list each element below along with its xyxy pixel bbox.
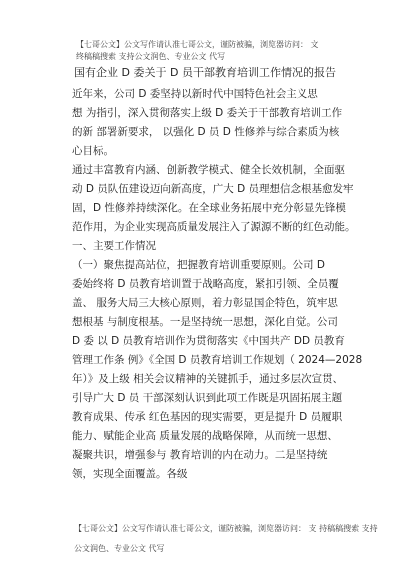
body-line: 委始终将 D 员教育培训置于战略高度，紧扣引领、全员覆 — [72, 278, 339, 290]
body-line: 范作用，为企业实现高质量发展注入了源源不断的红色动能。 — [72, 221, 356, 233]
body-line: 引导广大 D 员 干部深刻认识到此项工作既是巩固拓展主题 — [72, 392, 343, 404]
body-line: 想根基 与制度根基。一是坚持统一思想，深化自觉。公司 — [72, 316, 338, 328]
body-line: 的新 部署新要求， 以强化 D 员 D 性修养与综合素质为核 — [72, 126, 340, 138]
body-line: 通过丰富教育内涵、创新教学模式、健全长效机制，全面驱 — [72, 164, 345, 176]
body-line: 教育成果、传承 红色基因的现实需要，更是提升 D 员履职 — [72, 411, 343, 423]
header-notice-line-1: 【七哥公文】公文写作请认准七哥公文，谨防被骗，浏览器访问： 文 — [76, 40, 319, 49]
section-heading: 一、主要工作情况 — [72, 240, 156, 252]
body-line: 心目标。 — [72, 145, 114, 157]
body-line: 近年来，公司 D 委坚持以新时代中国特色社会主义思 — [72, 88, 318, 100]
document-body — [72, 85, 372, 484]
body-line: 管理工作条 例》《全国 D 员教育培训工作规划（ 2024—2028 — [72, 354, 363, 366]
document-title: 国有企业 D 委关于 D 员干部教育培训工作情况的报告 — [74, 66, 336, 79]
footer-notice-line-2: 公文润色、专业公文 代写 — [74, 544, 165, 553]
body-line: 固，D 性修养持续深化。在全球业务拓展中充分彰显先锋模 — [72, 202, 346, 214]
body-line: 想 为指引，深入贯彻落实上级 D 委关于干部教育培训工作 — [72, 107, 343, 119]
footer-notice-line-1: 【七哥公文】公文写作请认准七哥公文，谨防被骗，浏览器访问： 支 持稿稿搜索 支持 — [74, 524, 378, 533]
body-line: 盖、 服务大局三大核心原则，着力彰显国企特色，筑牢思 — [72, 297, 338, 309]
body-line: 能力、赋能企业高 质量发展的战略保障，从而统一思想、 — [72, 430, 338, 442]
body-line: 动 D 员队伍建设迈向新高度，广大 D 员理想信念根基愈发牢 — [72, 183, 354, 195]
body-line: 领，实现全面覆盖。各级 — [72, 468, 188, 480]
body-line: 凝聚共识，增强参与 教育培训的内在动力。二是坚持统 — [72, 449, 328, 461]
header-notice-line-2: 终稿稿搜索 支持公文润色、专业公文 代写 — [76, 52, 226, 61]
body-line: D 委 以 D 员教育培训作为贯彻落实《中国共产 DD 员教育 — [72, 335, 345, 347]
body-line: （一）聚焦提高站位，把握教育培训重要原则。公司 D — [72, 259, 325, 271]
body-line: 年）》及上级 相关会议精神的关键抓手，通过多层次宣贯、 — [72, 373, 344, 385]
